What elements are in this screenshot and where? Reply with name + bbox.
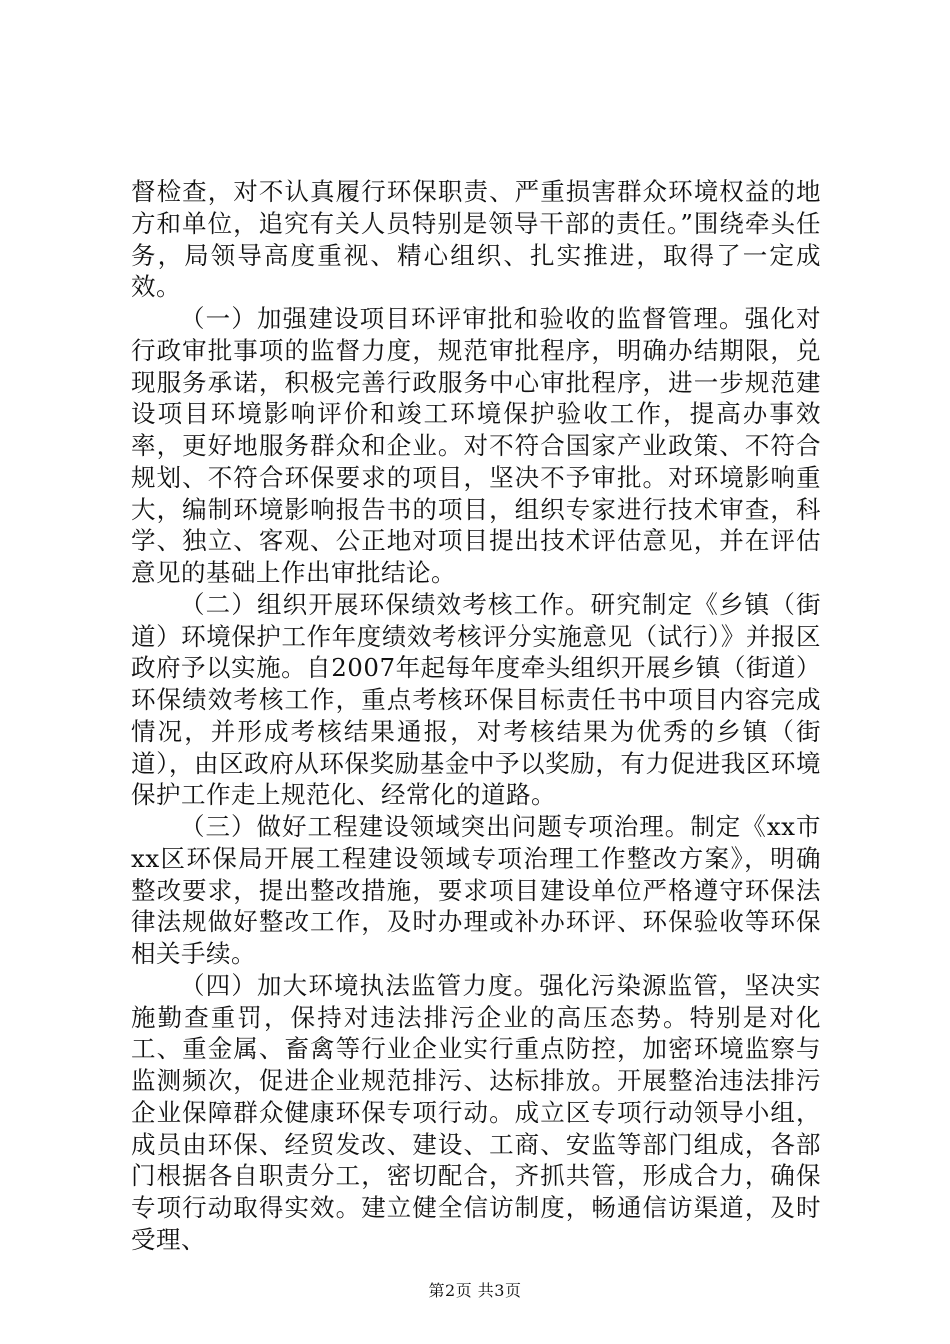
paragraph-section-3: （三）做好工程建设领域突出问题专项治理。制定《xx市xx区环保局开展工程建设领域专项治理工作整改方案》，明确整改要求，提出整改措施，要求项目建设单位严格遵守环保法律法规做好整改工作，及时办理或补办环评、环保验收等环保相关手续。 (131, 812, 821, 968)
paragraph-section-2: （二）组织开展环保绩效考核工作。研究制定《乡镇（街道）环境保护工作年度绩效考核评分实施意见（试行）》并报区政府予以实施。自2007年起每年度牵头组织开展乡镇（街道）环保绩效考核工作，重点考核环保目标责任书中项目内容完成情况，并形成考核结果通报，对考核结果为优秀的乡镇（街道），由区政府从环保奖励基金中予以奖励，有力促进我区环境保护工作走上规范化、经常化的道路。 (131, 589, 821, 810)
page-footer (0, 1281, 950, 1301)
page-number: 第2页 共3页 (428, 1281, 522, 1300)
paragraph-section-4: （四）加大环境执法监管力度。强化污染源监管，坚决实施勤查重罚，保持对违法排污企业的高压态势。特别是对化工、重金属、畜禽等行业企业实行重点防控，加密环境监察与监测频次，促进企业规范排污、达标排放。开展整治违法排污企业保障群众健康环保专项行动。成立区专项行动领导小组，成员由环保、经贸发改、建设、工商、安监等部门组成，各部门根据各自职责分工，密切配合，齐抓共管，形成合力，确保专项行动取得实效。建立健全信访制度，畅通信访渠道，及时受理、 (131, 970, 821, 1254)
paragraph-section-1: （一）加强建设项目环评审批和验收的监督管理。强化对行政审批事项的监督力度，规范审批程序，明确办结期限，兑现服务承诺，积极完善行政服务中心审批程序，进一步规范建设项目环境影响评价和竣工环境保护验收工作，提高办事效率，更好地服务群众和企业。对不符合国家产业政策、不符合规划、不符合环保要求的项目，坚决不予审批。对环境影响重大，编制环境影响报告书的项目，组织专家进行技术审查，科学、独立、客观、公正地对项目提出技术评估意见，并在评估意见的基础上作出审批结论。 (131, 304, 821, 587)
paragraph-intro: 督检查，对不认真履行环保职责、严重损害群众环境权益的地方和单位，追究有关人员特别是领导干部的责任。”围绕牵头任务，局领导高度重视、精心组织、扎实推进，取得了一定成效。 (131, 177, 821, 302)
document-body (131, 176, 821, 1256)
